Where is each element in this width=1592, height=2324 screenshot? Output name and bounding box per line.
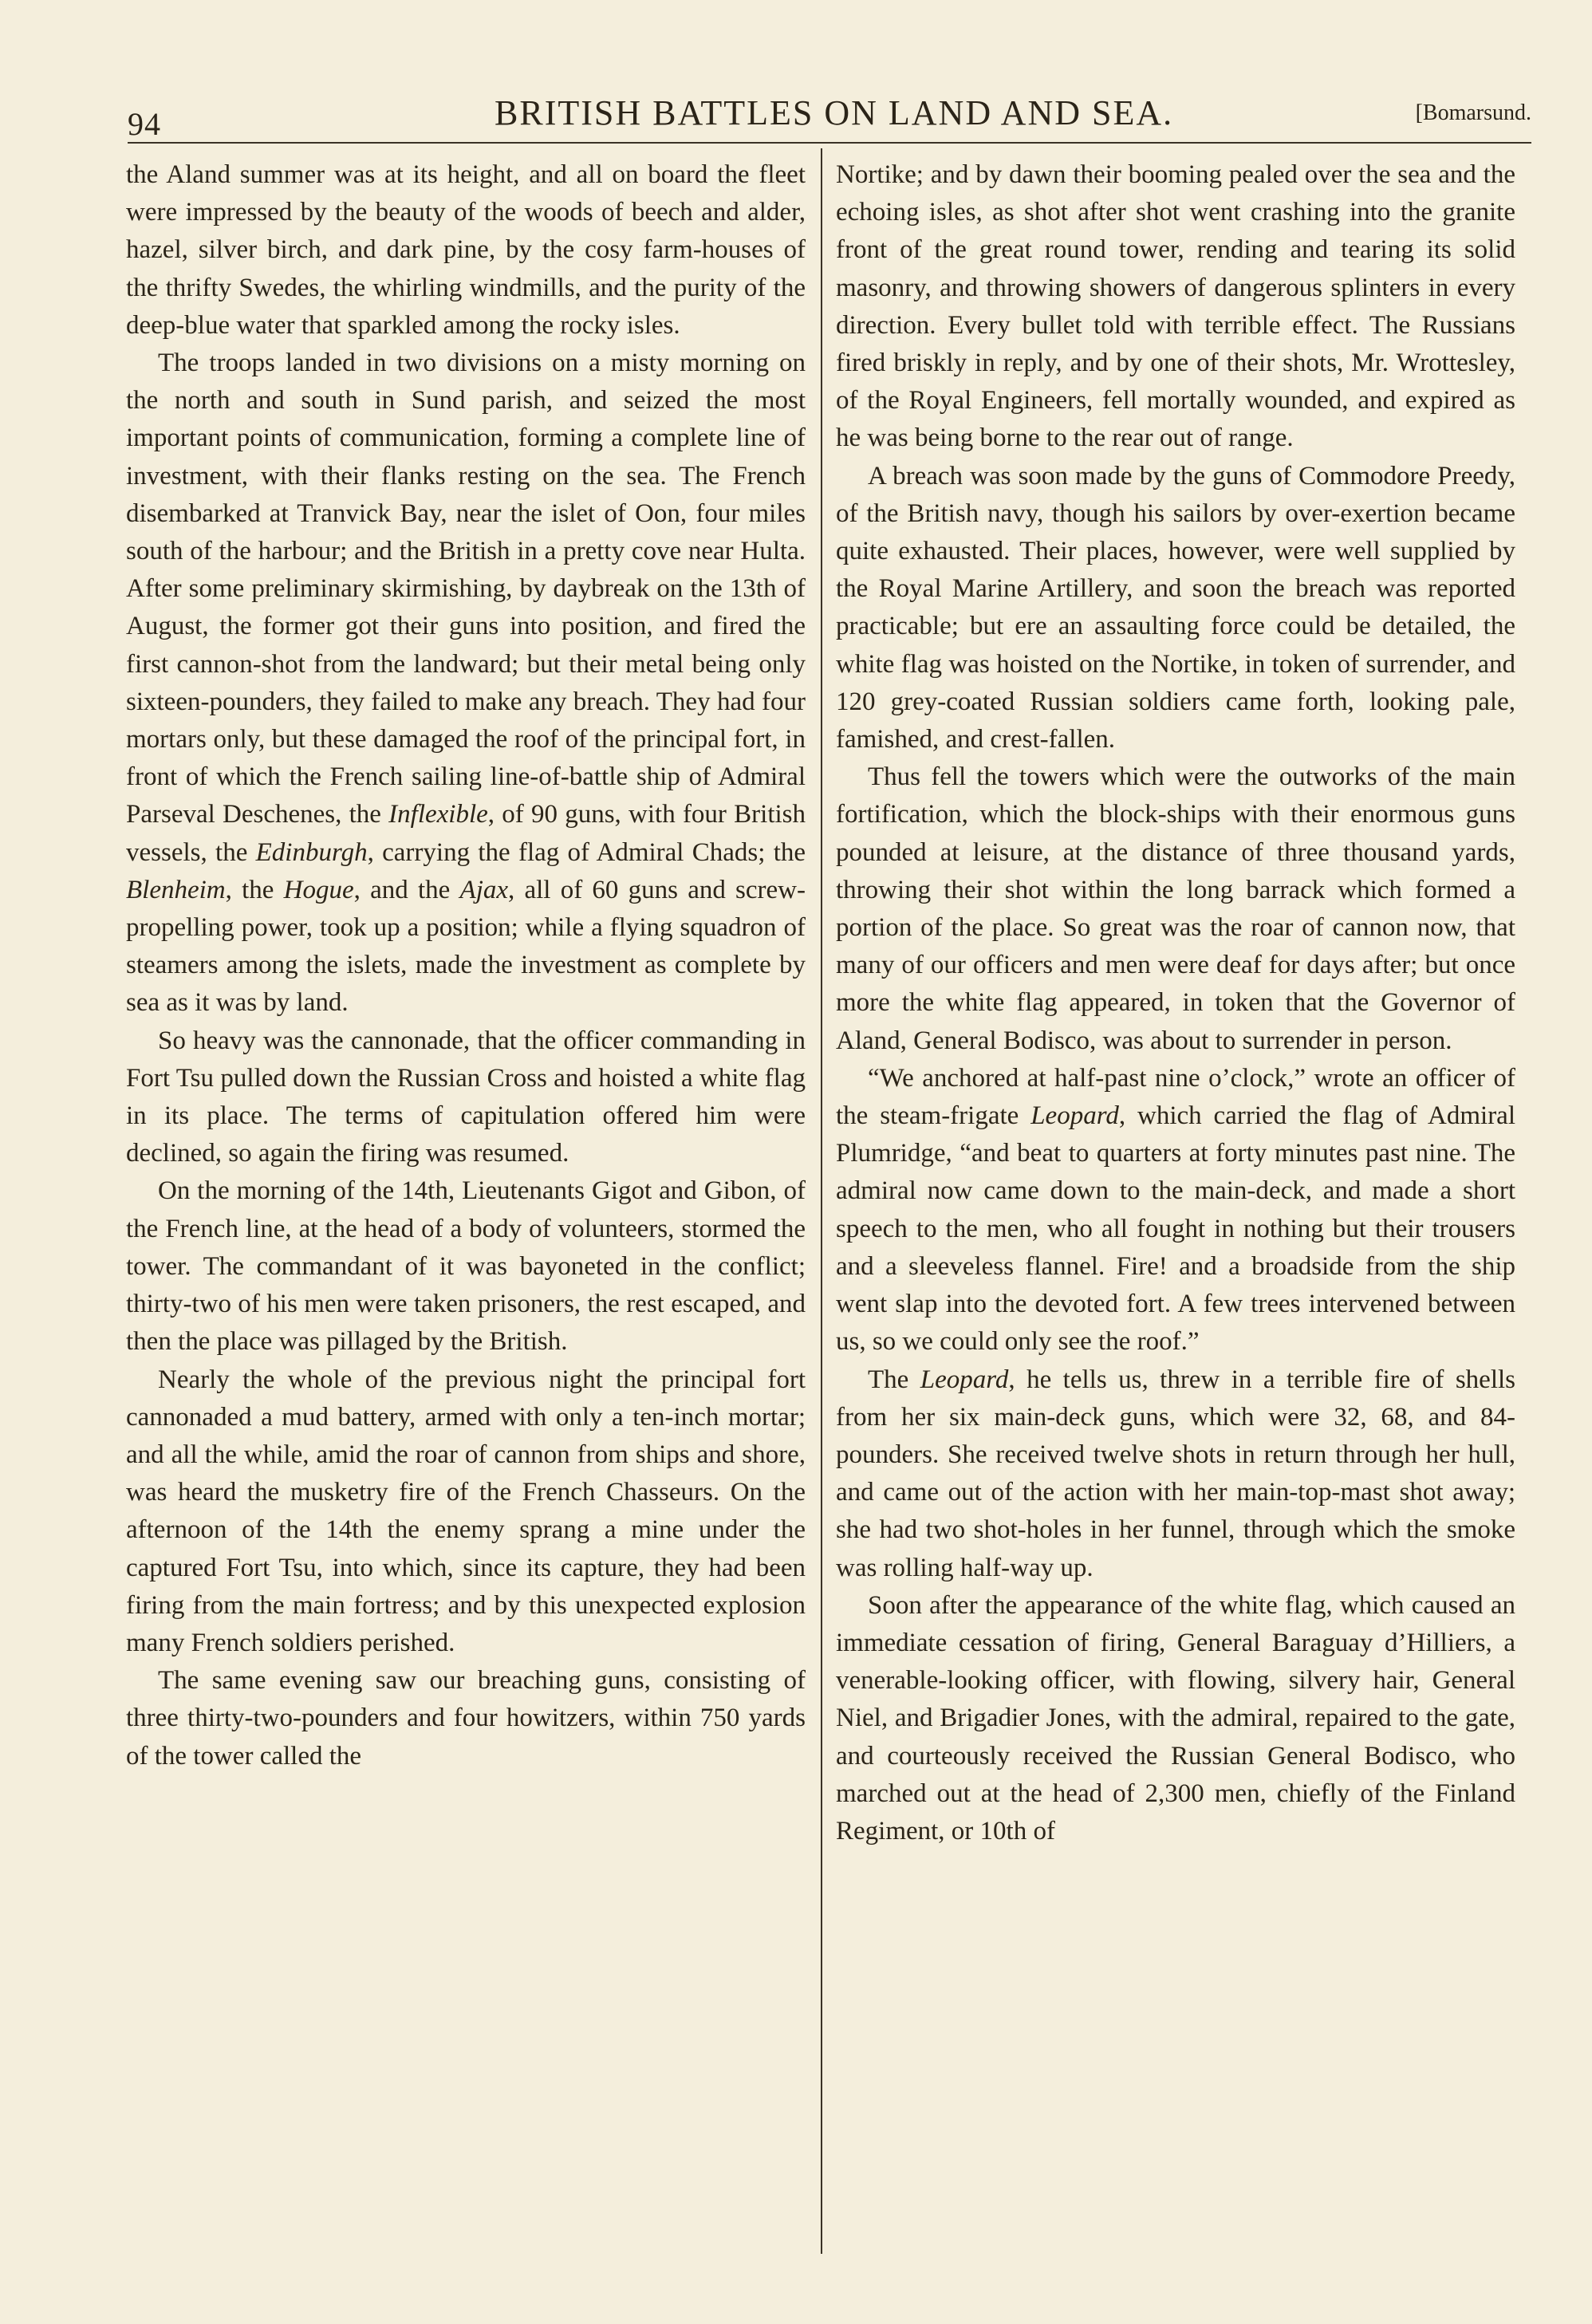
ship-name: Edinburgh (255, 837, 368, 867)
ship-name: Leopard (1030, 1101, 1119, 1131)
paragraph: The Leopard, he tells us, threw in a terrible fire of shells from her six main-deck guns, which were 32, 68, and 84-pounders. She received twelve shots in return through her hull, and came out of the action with her main-top-mast shot away; she had two shot-holes in her funnel, through which the smoke was rolling half-way up. (836, 1365, 1516, 1582)
paragraph: Nortike; and by dawn their booming pealed over the sea and the echoing isles, as shot after shot went crashing into the granite front of the great round tower, rending and tearing its solid masonry, and throwing showers of dangerous splinters in every direction. Every bullet told with terrible effect. The Russians fired briskly in reply, and by one of their shots, Mr. Wrottesley, of the Royal Engineers, fell mortally wounded, and expired as he was being borne to the rear out of range. (836, 160, 1515, 453)
page-header (128, 86, 1531, 144)
left-column (126, 156, 806, 1775)
paragraph: Nearly the whole of the previous night the principal fort cannonaded a mud battery, armed with only a ten-inch mortar; and all the while, amid the roar of cannon from ships and shore, was heard the musketry fire of the French Chasseurs. On the afternoon of the 14th the enemy sprang a mine under the captured Fort Tsu, into which, since its capture, they had been firing from the main fortress; and by this unexpected explosion many French soldiers perished. (126, 1365, 806, 1657)
column-divider (821, 148, 822, 2254)
paragraph: The troops landed in two divisions on a misty morning on the north and south in Sund parish, and seized the most important points of communication, forming a complete line of investment, with their flanks resting on the sea. The French disembarked at Tranvick Bay, near the islet of Oon, four miles south of the harbour; and the British in a pretty cove near Hulta. After some preliminary skirmishing, by daybreak on the 13th of August, the former got their guns into position, and fired the first cannon-shot from the landward; but their metal being only sixteen-pounders, they failed to make any breach. They had four mortars only, but these damaged the roof of the principal fort, in front of which the French sailing line-of-battle ship of Admiral Parseval Deschenes, the Inflexible, of 90 guns, with four British vessels, the Edinburgh, carrying the flag of Admiral Chads; the Blenheim, the Hogue, and the Ajax, all of 60 guns and screw-propelling power, took up a position; while a flying squadron of steamers among the islets, made the investment as complete by sea as it was by land. (126, 349, 806, 1018)
paragraph: Thus fell the towers which were the outworks of the main fortification, which the block-ships with their enormous guns pounded at leisure, at the distance of three thousand yards, throwing their shot within the long barrack which formed a portion of the place. So great was the roar of cannon now, that many of our officers and men were deaf for days after; but once more the white flag appeared, in token that the Governor of Aland, General Bodisco, was about to surrender in person. (836, 762, 1515, 1055)
right-column (836, 156, 1515, 1850)
paragraph: “We anchored at half-past nine o’clock,” wrote an officer of the steam-frigate Leopard, which carried the flag of Admiral Plumridge, “and beat to quarters at forty minutes past nine. The admiral now came down to the main-deck, and made a short speech to the men, who all fought in nothing but their trousers and a sleeveless flannel. Fire! and a broadside from the ship went slap into the devoted fort. A few trees intervened between us, so we could only see the roof.” (836, 1063, 1516, 1357)
paragraph: The same evening saw our breaching guns, consisting of three thirty-two-pounders and four howitzers, within 750 yards of the tower called the (126, 1666, 806, 1771)
ship-name: Blenheim (126, 875, 226, 904)
paragraph: A breach was soon made by the guns of Commodore Preedy, of the British navy, though his sailors by over-exertion became quite exhausted. Their places, however, were well supplied by the Royal Marine Artillery, and soon the breach was reported practicable; but ere an assaulting force could be detailed, the white flag was hoisted on the Nortike, in token of surrender, and 120 grey-coated Russian soldiers came forth, looking pale, famished, and crest-fallen. (836, 461, 1515, 754)
ship-name: Hogue (283, 875, 354, 904)
ship-name: Inflexible (388, 800, 488, 829)
section-tag: [Bomarsund. (1415, 100, 1531, 125)
ship-name: Ajax (459, 875, 509, 904)
paragraph: So heavy was the cannonade, that the officer commanding in Fort Tsu pulled down the Russian Cross and hoisted a white flag in its place. The terms of capitulation offered him were declined, so again the firing was resumed. (126, 1026, 806, 1168)
running-title: BRITISH BATTLES ON LAND AND SEA. (495, 93, 1174, 132)
ship-name: Leopard (920, 1365, 1009, 1394)
paragraph: On the morning of the 14th, Lieutenants Gigot and Gibon, of the French line, at the head of a body of volunteers, stormed the tower. The commandant of it was bayoneted in the conflict; thirty-two of his men were taken prisoners, the rest escaped, and then the place was pillaged by the British. (126, 1176, 806, 1357)
paragraph: Soon after the appearance of the white flag, which caused an immediate cessation of firing, General Baraguay d’Hilliers, a venerable-looking officer, with flowing, silvery hair, General Niel, and Brigadier Jones, with the admiral, repaired to the gate, and courteously received the Russian General Bodisco, who marched out at the head of 2,300 men, chiefly of the Finland Regiment, or 10th of (836, 1590, 1515, 1845)
paragraph: the Aland summer was at its height, and all on board the fleet were impressed by the beauty of the woods of beech and alder, hazel, silver birch, and dark pine, by the cosy farm-houses of the thrifty Swedes, the whirling windmills, and the purity of the deep-blue water that sparkled among the rocky isles. (126, 160, 806, 340)
page-number: 94 (128, 106, 161, 142)
